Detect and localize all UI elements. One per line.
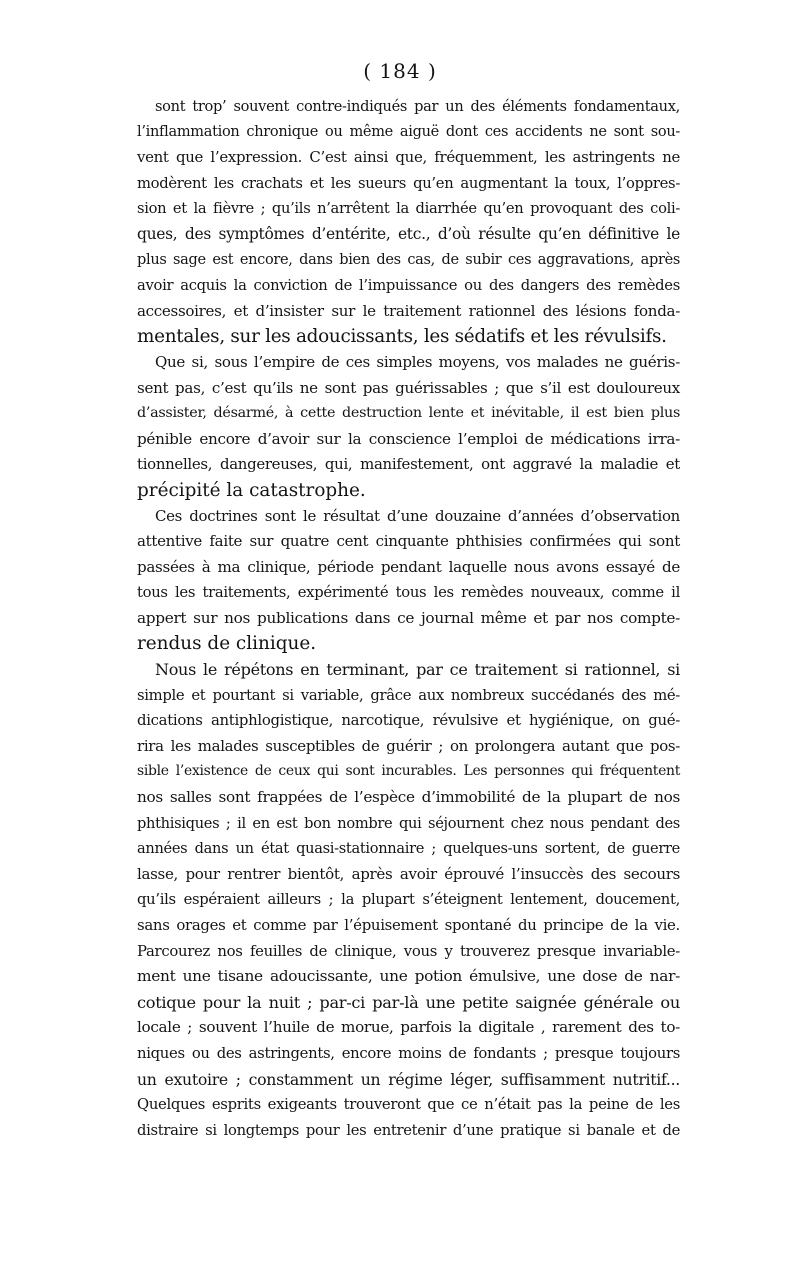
- text-line: précipité la catastrophe.: [137, 479, 366, 501]
- text-line: Quelques esprits exigeants trouveront que ce n’était pas la peine de les: [137, 1096, 680, 1114]
- text-line: d’assister, désarmé, à cette destruction lente et inévitable, il est bien plus: [137, 405, 680, 422]
- text-line: ment une tisane adoucissante, une potion émulsive, une dose de nar-: [137, 967, 680, 986]
- text-line: rira les malades susceptibles de guérir ; on prolongera autant que pos-: [137, 736, 680, 755]
- text-line: simple et pourtant si variable, grâce aux nombreux succédanés des mé-: [137, 686, 680, 704]
- body-text: [137, 94, 680, 1143]
- text-line: Ces doctrines sont le résultat d’une douzaine d’années d’observation: [155, 506, 680, 525]
- text-line: lasse, pour rentrer bientôt, après avoir éprouvé l’insuccès des secours: [137, 864, 680, 883]
- text-line: Parcourez nos feuilles de clinique, vous y trouverez presque invariable-: [137, 942, 680, 960]
- text-line: sent pas, c’est qu’ils ne sont pas guérissables ; que s’il est douloureux: [137, 378, 680, 397]
- paragraph: [137, 657, 680, 1143]
- text-line: accessoires, et d’insister sur le traitement rationnel des lésions fonda-: [137, 301, 680, 320]
- page-number: ( 184 ): [363, 59, 437, 83]
- text-line: avoir acquis la conviction de l’impuissance ou des dangers des remèdes: [137, 277, 680, 295]
- text-line: tous les traitements, expérimenté tous les remèdes nouveaux, comme il: [137, 584, 680, 602]
- text-line: dications antiphlogistique, narcotique, révulsive et hygiénique, on gué-: [137, 711, 680, 730]
- paragraph: [137, 94, 680, 350]
- text-line: Que si, sous l’empire de ces simples moyens, vos malades ne guéris-: [155, 352, 680, 371]
- text-line: phthisiques ; il en est bon nombre qui séjournent chez nous pendant des: [137, 814, 680, 832]
- text-line: modèrent les crachats et les sueurs qu’en augmentant la toux, l’oppres-: [137, 174, 680, 192]
- text-line: un exutoire ; constamment un régime léger, suffisamment nutritif...: [137, 1069, 680, 1089]
- text-line: sion et la fièvre ; qu’ils n’arrêtent la diarrhée qu’en provoquant des coli-: [137, 200, 680, 218]
- text-line: cotique pour la nuit ; par-ci par-là une petite saignée générale ou: [137, 992, 680, 1012]
- text-line: appert sur nos publications dans ce journal même et par nos compte-: [137, 608, 680, 627]
- paragraph: [137, 350, 680, 504]
- text-line: sans orages et comme par l’épuisement spontané du principe de la vie.: [137, 916, 680, 934]
- text-line: passées à ma clinique, période pendant laquelle nous avons essayé de: [137, 557, 680, 576]
- paragraph: [137, 504, 680, 658]
- text-line: l’inflammation chronique ou même aiguë dont ces accidents ne sont sou-: [137, 123, 680, 140]
- text-line: Nous le répétons en terminant, par ce traitement si rationnel, si: [155, 660, 680, 680]
- text-line: sont trop’ souvent contre-indiqués par un des éléments fondamentaux,: [155, 98, 680, 115]
- text-line: vent que l’expression. C’est ainsi que, fréquemment, les astringents ne: [137, 148, 680, 167]
- text-line: pénible encore d’avoir sur la conscience l’emploi de médications irra-: [137, 429, 680, 448]
- text-line: qu’ils espéraient ailleurs ; la plupart s’éteignent lentement, doucement,: [137, 891, 680, 909]
- text-line: attentive faite sur quatre cent cinquante phthisies confirmées qui sont: [137, 532, 680, 551]
- text-line: tionnelles, dangereuses, qui, manifestement, ont aggravé la maladie et: [137, 455, 680, 474]
- text-line: sible l’existence de ceux qui sont incurables. Les personnes qui fréquentent: [137, 763, 680, 780]
- text-line: niques ou des astringents, encore moins de fondants ; presque toujours: [137, 1044, 680, 1062]
- text-line: rendus de clinique.: [137, 633, 317, 655]
- text-line: plus sage est encore, dans bien des cas, de subir ces aggravations, après: [137, 251, 680, 268]
- text-line: ques, des symptômes d’entérite, etc., d’où résulte qu’en définitive le: [137, 224, 680, 243]
- text-line: distraire si longtemps pour les entretenir d’une pratique si banale et de: [137, 1121, 680, 1139]
- text-line: mentales, sur les adoucissants, les sédatifs et les révulsifs.: [137, 326, 667, 348]
- text-line: années dans un état quasi-stationnaire ; quelques-uns sortent, de guerre: [137, 840, 680, 858]
- text-line: nos salles sont frappées de l’espèce d’immobilité de la plupart de nos: [137, 788, 680, 807]
- text-line: locale ; souvent l’huile de morue, parfois la digitale , rarement des to-: [137, 1018, 680, 1037]
